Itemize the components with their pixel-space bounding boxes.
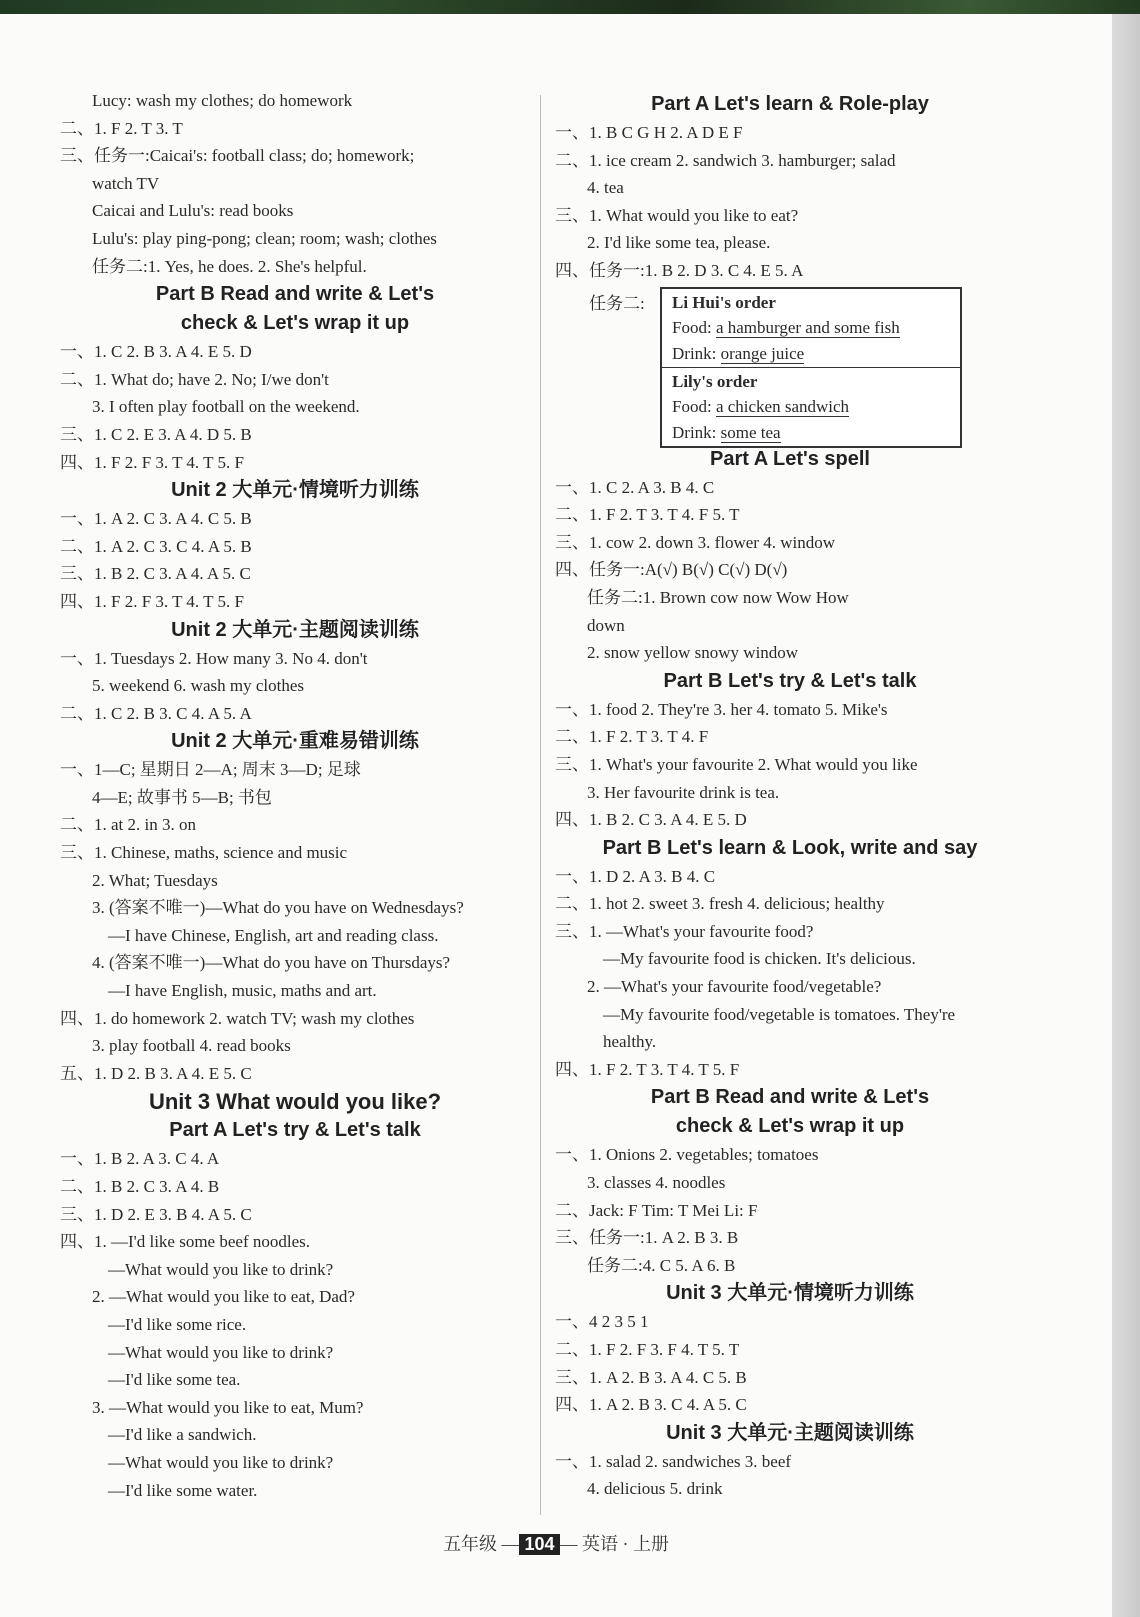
order-title: Li Hui's order (672, 292, 776, 312)
answer-line: 2. —What's your favourite food/vegetable? (587, 977, 882, 997)
right-column-top (555, 90, 1025, 285)
answer-line: 三、1. A 2. B 3. A 4. C 5. B (555, 1367, 747, 1387)
answer-line: 4. (答案不唯一)—What do you have on Thursdays? (92, 953, 451, 973)
answer-line: 四、1. F 2. F 3. T 4. T 5. F (60, 452, 244, 472)
answer-line: 3. Her favourite drink is tea. (587, 782, 780, 802)
order-table-section (555, 285, 1025, 445)
answer-line: 三、1. Chinese, maths, science and music (60, 843, 348, 863)
right-column-bottom (555, 445, 1025, 1503)
answer-line: healthy. (603, 1032, 657, 1052)
answer-line: 三、1. B 2. C 3. A 4. A 5. C (60, 564, 251, 584)
answer-line: 5. weekend 6. wash my clothes (92, 676, 304, 696)
answer-line: 二、1. F 2. T 3. T 4. F (555, 727, 709, 747)
answer-line: 四、任务一:A(√) B(√) C(√) D(√) (555, 560, 788, 580)
answer-line: 3. classes 4. noodles (587, 1173, 726, 1193)
order-title: Lily's order (672, 371, 758, 391)
answer-line: 一、1. food 2. They're 3. her 4. tomato 5. Mike's (555, 699, 888, 719)
answer-line: 3. —What would you like to eat, Mum? (92, 1397, 364, 1417)
food-label: Food: (672, 396, 712, 416)
answer-line: —I'd like a sandwich. (108, 1425, 257, 1445)
section-heading: Part A Let's learn & Role-play (651, 93, 929, 115)
answer-line: —I'd like some rice. (108, 1314, 247, 1334)
section-heading: Part A Let's try & Let's talk (169, 1119, 421, 1142)
left-column (60, 87, 530, 1504)
drink-label: Drink: (672, 343, 717, 363)
order-drink-row (672, 341, 950, 367)
drink-answer: some tea (720, 422, 781, 442)
answer-line: —I have Chinese, English, art and reading class. (108, 925, 439, 945)
order-block-li-hui (662, 289, 960, 367)
section-heading: Unit 3 大单元·主题阅读训练 (666, 1421, 914, 1444)
answer-line: 一、1. A 2. C 3. A 4. C 5. B (60, 509, 252, 529)
answer-line: 二、1. C 2. B 3. C 4. A 5. A (60, 703, 252, 723)
answer-line: 任务二:4. C 5. A 6. B (587, 1255, 736, 1275)
answer-line: Caicai and Lulu's: read books (92, 201, 294, 221)
answer-line: —My favourite food/vegetable is tomatoes. They're (603, 1004, 956, 1024)
answer-line: 2. I'd like some tea, please. (587, 233, 771, 253)
footer-grade: 五年级 (442, 1534, 497, 1554)
order-task-label: 任务二: (589, 293, 645, 313)
answer-line: 四、任务一:1. B 2. D 3. C 4. E 5. A (555, 260, 804, 280)
answer-line: Lulu's: play ping-pong; clean; room; wash; clothes (92, 228, 437, 248)
answer-line: 三、1. What's your favourite 2. What would you like (555, 754, 918, 774)
section-heading: Unit 3 What would you like? (148, 1089, 442, 1115)
answer-line: 二、1. F 2. T 3. T (60, 118, 183, 138)
column-divider (540, 95, 541, 1515)
answer-line: 一、1. Tuesdays 2. How many 3. No 4. don't (60, 648, 368, 668)
answer-line: 四、1. F 2. F 3. T 4. T 5. F (60, 591, 244, 611)
answer-line: 二、1. F 2. T 3. T 4. F 5. T (555, 505, 740, 525)
food-answer: a chicken sandwich (715, 396, 850, 416)
answer-line: 3. I often play football on the weekend. (92, 397, 360, 417)
answer-line: 三、1. —What's your favourite food? (555, 921, 814, 941)
answer-line: 一、1. B 2. A 3. C 4. A (60, 1149, 220, 1169)
section-heading: Unit 2 大单元·重难易错训练 (171, 730, 419, 753)
answer-line: —What would you like to drink? (108, 1452, 334, 1472)
section-heading: Part A Let's spell (710, 447, 870, 470)
answer-line: 4—E; 故事书 5—B; 书包 (92, 787, 272, 807)
section-heading: Part B Read and write & Let's (155, 283, 435, 306)
answer-line: 二、1. What do; have 2. No; I/we don't (60, 369, 329, 389)
answer-line: 三、1. What would you like to eat? (555, 205, 799, 225)
answer-line: 一、1—C; 星期日 2—A; 周末 3—D; 足球 (60, 760, 361, 780)
drink-answer: orange juice (720, 343, 805, 363)
food-label: Food: (672, 317, 712, 337)
answer-line: —My favourite food is chicken. It's delicious. (603, 949, 916, 969)
answer-line: 二、Jack: F Tim: T Mei Li: F (555, 1200, 758, 1220)
section-heading: Unit 2 大单元·主题阅读训练 (171, 618, 419, 641)
answer-line: 四、1. B 2. C 3. A 4. E 5. D (555, 810, 747, 830)
section-heading: Unit 3 大单元·情境听力训练 (666, 1282, 914, 1305)
answer-line: 一、1. C 2. B 3. A 4. E 5. D (60, 342, 252, 362)
section-heading: check & Let's wrap it up (180, 312, 410, 335)
answer-line: 一、1. B C G H 2. A D E F (555, 123, 743, 142)
right-column (555, 90, 1025, 1503)
answer-line: 任务二:1. Yes, he does. 2. She's helpful. (92, 256, 367, 276)
answer-line: —I'd like some water. (108, 1480, 258, 1500)
section-heading: Unit 2 大单元·情境听力训练 (171, 479, 419, 502)
answer-line: —I have English, music, maths and art. (108, 981, 377, 1001)
answer-line: 三、1. C 2. E 3. A 4. D 5. B (60, 424, 252, 444)
answer-line: 一、1. salad 2. sandwiches 3. beef (555, 1451, 792, 1471)
food-answer: a hamburger and some fish (715, 317, 900, 337)
answer-line: 二、1. at 2. in 3. on (60, 815, 196, 835)
answer-line: 二、1. ice cream 2. sandwich 3. hamburger; salad (555, 150, 896, 170)
answer-line: 2. —What would you like to eat, Dad? (92, 1287, 355, 1307)
order-food-row (672, 315, 950, 341)
answer-line: 一、4 2 3 5 1 (555, 1312, 649, 1332)
answer-line: 2. snow yellow snowy window (587, 643, 799, 663)
section-heading: Part B Read and write & Let's (650, 1086, 930, 1109)
answer-line: 三、任务一:Caicai's: football class; do; homework; (60, 146, 415, 166)
answer-line: Lucy: wash my clothes; do homework (92, 91, 353, 110)
answer-line: 五、1. D 2. B 3. A 4. E 5. C (60, 1063, 252, 1083)
answer-line: 任务二:1. Brown cow now Wow How (587, 587, 849, 607)
answer-line: 四、1. F 2. T 3. T 4. T 5. F (555, 1059, 740, 1079)
answer-line: 2. What; Tuesdays (92, 870, 218, 890)
drink-label: Drink: (672, 422, 717, 442)
section-heading: Part B Let's try & Let's talk (663, 669, 917, 692)
answer-line: 四、1. A 2. B 3. C 4. A 5. C (555, 1395, 747, 1415)
answer-line: 二、1. F 2. F 3. F 4. T 5. T (555, 1340, 740, 1359)
section-heading: Part B Let's learn & Look, write and say (602, 836, 978, 859)
page-footer: 五年级 — 104 — 英语 · 上册 (442, 1534, 670, 1554)
answer-line: 三、1. D 2. E 3. B 4. A 5. C (60, 1204, 252, 1224)
answer-line: 一、1. D 2. A 3. B 4. C (555, 866, 716, 886)
answer-line: —What would you like to drink? (108, 1259, 334, 1279)
order-table (660, 287, 962, 448)
section-heading: check & Let's wrap it up (675, 1115, 905, 1138)
answer-line: down (587, 615, 625, 635)
order-drink-row (672, 420, 950, 446)
answer-line: 二、1. A 2. C 3. C 4. A 5. B (60, 536, 252, 556)
answer-line: 四、1. do homework 2. watch TV; wash my clothes (60, 1008, 415, 1028)
answer-line: 4. tea (587, 178, 624, 198)
answer-line: 二、1. hot 2. sweet 3. fresh 4. delicious; healthy (555, 894, 885, 914)
answer-line: 4. delicious 5. drink (587, 1479, 723, 1499)
page-number: 104 (519, 1534, 559, 1555)
answer-line: 3. (答案不唯一)—What do you have on Wednesdays? (92, 898, 464, 918)
order-block-lily (662, 367, 960, 446)
answer-line: 四、1. —I'd like some beef noodles. (60, 1232, 310, 1252)
answer-line: 一、1. Onions 2. vegetables; tomatoes (555, 1145, 819, 1165)
page-edge (1112, 14, 1140, 1617)
answer-line: 二、1. B 2. C 3. A 4. B (60, 1177, 220, 1196)
answer-line: 一、1. C 2. A 3. B 4. C (555, 477, 715, 497)
answer-line: —What would you like to drink? (108, 1342, 334, 1362)
scan-top-band (0, 0, 1140, 14)
answer-line: 三、任务一:1. A 2. B 3. B (555, 1228, 739, 1248)
answer-line: —I'd like some tea. (108, 1370, 241, 1390)
order-food-row (672, 394, 950, 420)
answer-line: 三、1. cow 2. down 3. flower 4. window (555, 532, 835, 552)
footer-subject: 英语 · 上册 (582, 1534, 670, 1554)
answer-line: 3. play football 4. read books (92, 1036, 291, 1056)
answer-line: watch TV (92, 173, 160, 193)
